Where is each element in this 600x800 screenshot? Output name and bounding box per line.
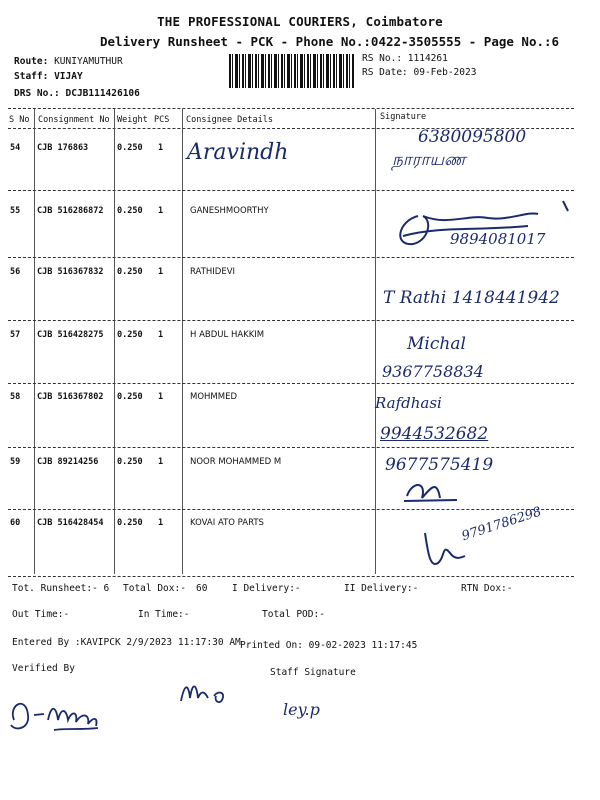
table-bottom-rule: [8, 576, 574, 577]
col-header-consignee: Consignee Details: [186, 115, 273, 125]
row-pcs: 1: [158, 267, 164, 277]
signature-phone: 6380095800: [418, 127, 527, 147]
row-weight: 0.250: [117, 267, 143, 277]
row-sno: 56: [10, 267, 21, 277]
row-sno: 58: [10, 392, 21, 402]
rtn-dox: RTN Dox:-: [461, 583, 513, 594]
route-label: Route:: [14, 56, 49, 67]
staff-label: Staff:: [14, 71, 49, 82]
column-divider: [375, 109, 376, 574]
col-header-signature: Signature: [380, 112, 427, 122]
row-consignee: KOVAI ATO PARTS: [190, 518, 264, 528]
row-consignee: MOHMMED: [190, 392, 237, 402]
row-weight: 0.250: [117, 330, 143, 340]
barcode: [229, 54, 354, 88]
row-pcs: 1: [158, 330, 164, 340]
row-sno: 55: [10, 206, 21, 216]
staff-value: VIJAY: [54, 71, 83, 82]
row-consignee: GANESHMOORTHY: [190, 206, 269, 216]
col-header-weight: Weight: [117, 115, 148, 125]
row-sno: 57: [10, 330, 21, 340]
col-header-pcs: PCS: [154, 115, 170, 125]
row-sno: 54: [10, 143, 21, 153]
row-weight: 0.250: [117, 518, 143, 528]
row-separator: [8, 257, 574, 258]
signature-name: Michal: [407, 334, 466, 354]
out-time: Out Time:-: [12, 609, 70, 620]
row-sno: 59: [10, 457, 21, 467]
signature-phone: 9367758834: [382, 362, 484, 381]
rs-date-value: 09-Feb-2023: [413, 67, 477, 78]
drs-line: [14, 88, 140, 99]
row-consignment: CJB 516286872: [37, 206, 104, 216]
row-consignment: CJB 516428454: [37, 518, 104, 528]
row-pcs: 1: [158, 392, 164, 402]
row-consignment: CJB 89214256: [37, 457, 99, 467]
row-consignment: CJB 516428275: [37, 330, 104, 340]
signature-name: Rafdhasi: [375, 394, 442, 412]
row-consignee: H ABDUL HAKKIM: [190, 330, 265, 340]
column-divider: [114, 109, 115, 574]
row-consignee: NOOR MOHAMMED M: [190, 457, 282, 467]
verifier-signature: [6, 690, 106, 735]
runsheet-subtitle: Delivery Runsheet - PCK - Phone No.:0422-3505555 - Page No.:6: [100, 34, 560, 49]
route-line: [14, 56, 123, 67]
rs-no-value: 1114261: [407, 53, 448, 64]
col-header-consignment: Consignment No: [38, 115, 110, 125]
row-weight: 0.250: [117, 457, 143, 467]
row-sno: 60: [10, 518, 21, 528]
tot-runsheet: Tot. Runsheet:- 6: [12, 583, 110, 594]
route-value: KUNIYAMUTHUR: [54, 56, 123, 67]
total-dox-value: 60: [196, 583, 208, 594]
rs-no-line: [362, 53, 448, 64]
rs-date-line: [362, 67, 476, 78]
staff-initials-scribble: [176, 676, 246, 711]
row-separator: [8, 447, 574, 448]
row-separator: [8, 509, 574, 510]
staff-signature-hand: ley.p: [283, 700, 320, 719]
row-separator: [8, 320, 574, 321]
i-delivery: I Delivery:-: [232, 583, 301, 594]
signature-tamil: நாராயண: [392, 150, 466, 170]
col-header-sno: S No: [9, 115, 30, 125]
company-title: THE PROFESSIONAL COURIERS, Coimbatore: [157, 14, 443, 29]
printed-on: Printed On: 09-02-2023 11:17:45: [240, 640, 418, 651]
drs-value: DCJB111426106: [65, 88, 140, 99]
row-pcs: 1: [158, 206, 164, 216]
table-top-rule: [8, 108, 574, 109]
signature-phone: 9677575419: [385, 455, 494, 475]
total-dox-label: Total Dox:-: [123, 583, 186, 594]
row-consignment: CJB 516367802: [37, 392, 104, 402]
row-weight: 0.250: [117, 143, 143, 153]
row-weight: 0.250: [117, 392, 143, 402]
row-pcs: 1: [158, 143, 164, 153]
signature-phone: 9894081017: [450, 230, 546, 248]
staff-signature-label: Staff Signature: [270, 667, 356, 678]
staff-line: [14, 71, 83, 82]
entered-by: Entered By :KAVIPCK 2/9/2023 11:17:30 AM: [12, 637, 241, 648]
row-pcs: 1: [158, 457, 164, 467]
row-consignment: CJB 516367832: [37, 267, 104, 277]
rs-no-label: RS No.:: [362, 53, 403, 64]
signature-phone: 9944532682: [380, 424, 489, 444]
total-pod: Total POD:-: [262, 609, 325, 620]
column-divider: [34, 109, 35, 574]
signature-text: T Rathi 1418441942: [383, 288, 560, 308]
row-consignment: CJB 176863: [37, 143, 89, 153]
row-consignee: RATHIDEVI: [190, 267, 236, 277]
column-divider: [182, 109, 183, 574]
row-pcs: 1: [158, 518, 164, 528]
drs-label: DRS No.:: [14, 88, 60, 99]
row-separator: [8, 383, 574, 384]
signature-phone: 9791786298: [460, 504, 544, 545]
signature-scribble: [402, 476, 462, 506]
row-weight: 0.250: [117, 206, 143, 216]
rs-date-label: RS Date:: [362, 67, 408, 78]
row-separator: [8, 190, 574, 191]
ii-delivery: II Delivery:-: [344, 583, 419, 594]
verified-by-label: Verified By: [12, 663, 75, 674]
row-consignee-handwritten: Aravindh: [187, 140, 289, 165]
in-time: In Time:-: [138, 609, 190, 620]
